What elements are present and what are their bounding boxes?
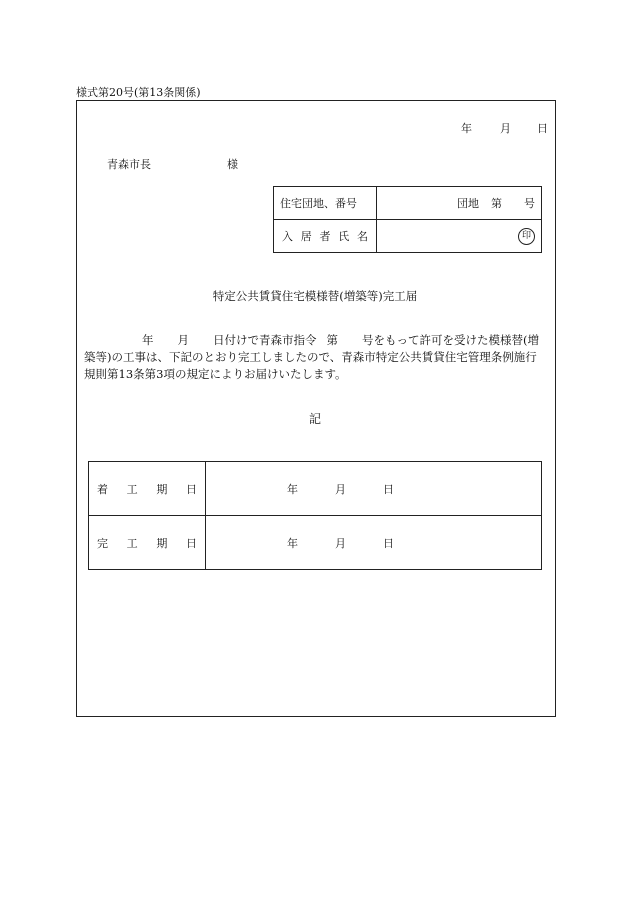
resident-label-char: 入 <box>282 230 293 243</box>
body-year: 年 <box>142 333 154 347</box>
housing-number-label: 住宅団地、番号 <box>274 187 377 220</box>
seal-mark: 印 <box>518 228 535 245</box>
resident-name-row <box>274 220 542 253</box>
addressee <box>107 156 238 172</box>
form-number-label: 様式第20号(第13条関係) <box>76 86 201 99</box>
resident-name-label <box>274 220 377 253</box>
document-title: 特定公共賃貸住宅模様替(増築等)完工届 <box>212 289 418 303</box>
start-day: 日 <box>383 482 394 496</box>
body-sentence1: 日付けで青森市指令 <box>213 333 317 347</box>
submission-date <box>461 120 548 136</box>
housing-number-value[interactable] <box>377 187 542 220</box>
start-label-char: 工 <box>126 482 138 496</box>
start-date-label <box>89 462 206 516</box>
housing-dai-word: 第 <box>491 197 502 210</box>
start-label-char: 期 <box>156 482 168 496</box>
date-month: 月 <box>500 122 511 135</box>
end-year: 年 <box>287 536 298 550</box>
start-label-char: 日 <box>185 482 197 496</box>
resident-label-char: 者 <box>319 230 331 243</box>
start-year: 年 <box>287 482 298 496</box>
completion-date-label <box>89 516 206 570</box>
date-day: 日 <box>537 122 548 135</box>
end-label-char: 完 <box>97 536 108 550</box>
start-date-row <box>89 462 542 516</box>
addressee-name: 青森市長 <box>107 158 151 171</box>
body-paragraph <box>84 332 544 383</box>
end-label-char: 期 <box>156 536 168 550</box>
resident-label-char: 氏 <box>338 230 350 243</box>
completion-date-value[interactable] <box>206 516 542 570</box>
end-day: 日 <box>383 536 394 550</box>
start-label-char: 着 <box>97 482 108 496</box>
end-label-char: 工 <box>126 536 138 550</box>
body-sentence2: 号をもって許可を受けた模様替(増築等)の工事は、下記のとおり完工しましたので、青森市特定公共賃貸住宅管理条例施行規則第13条第3項の規定によりお届けいたします。 <box>84 333 539 381</box>
body-dai: 第 <box>326 333 338 347</box>
date-year: 年 <box>461 122 472 135</box>
completion-date-row <box>89 516 542 570</box>
housing-go-word: 号 <box>524 197 535 210</box>
body-month: 月 <box>177 333 189 347</box>
end-label-char: 日 <box>185 536 197 550</box>
end-month: 月 <box>335 536 346 550</box>
addressee-honorific: 様 <box>227 158 238 171</box>
housing-number-row <box>274 187 542 220</box>
housing-estate-word: 団地 <box>457 197 479 210</box>
applicant-info-table <box>273 186 542 253</box>
start-month: 月 <box>335 482 346 496</box>
resident-name-value[interactable] <box>377 220 542 253</box>
ki-heading: 記 <box>308 412 321 426</box>
resident-label-char: 居 <box>300 230 312 243</box>
construction-period-table <box>88 461 542 570</box>
start-date-value[interactable] <box>206 462 542 516</box>
resident-label-char: 名 <box>357 230 368 243</box>
